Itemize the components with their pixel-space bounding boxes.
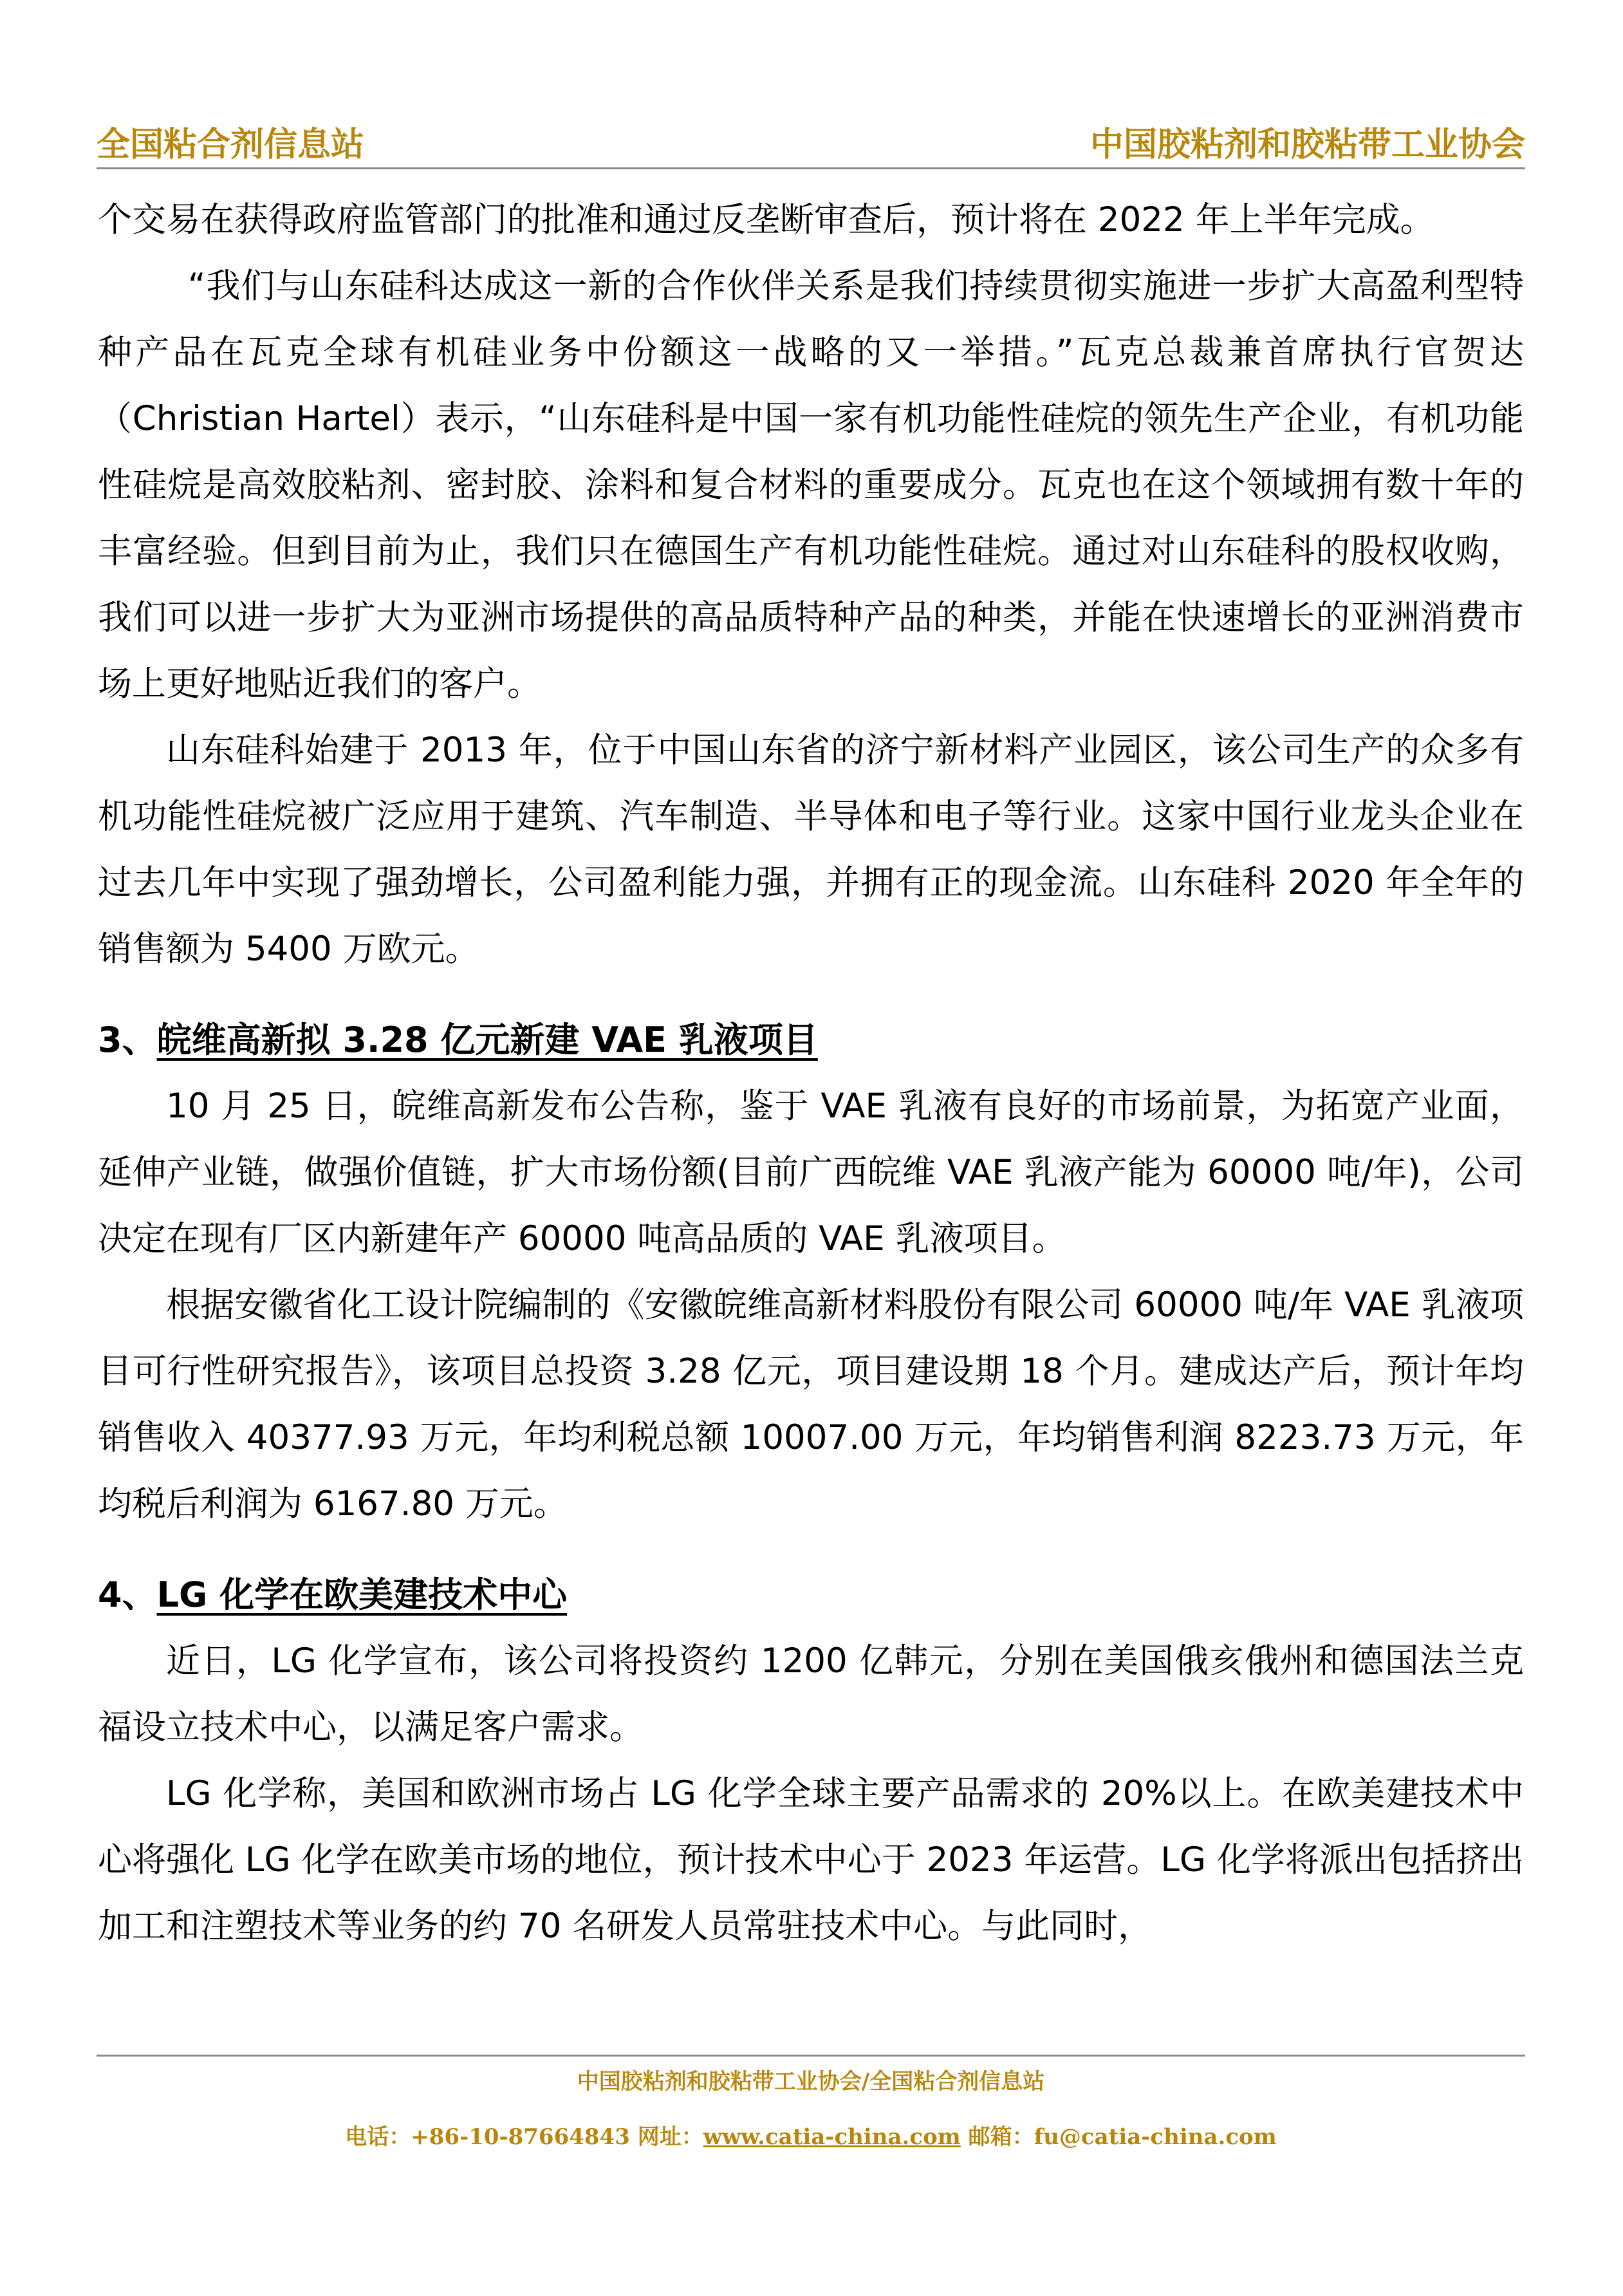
page-footer [97, 2055, 1525, 2153]
footer-organization: 中国胶粘剂和胶粘带工业协会/全国粘合剂信息站 [577, 2069, 1045, 2095]
footer-website-label: 网址： [629, 2124, 703, 2150]
paragraph-continuation: 个交易在获得政府监管部门的批准和通过反垄断审查后，预计将在 2022 年上半年完成。 [98, 200, 1434, 239]
section-4-number: 4、 [98, 1574, 157, 1615]
section-4-paragraph: LG 化学称，美国和欧洲市场占 LG 化学全球主要产品需求的 20%以上。在欧美建技术中心将强化 LG 化学在欧美市场的地位，预计技术中心于 2023 年运营。LG 化学将派出包括挤出加工和注塑技术等业务的约 70 名研发人员常驻技术中心。与此同时， [98, 1774, 1524, 1946]
page-header [97, 109, 1525, 169]
article-body [98, 187, 1524, 1959]
section-3-heading [98, 1007, 1524, 1073]
section-4-title: LG 化学在欧美建技术中心 [156, 1574, 568, 1615]
section-3-number: 3、 [98, 1020, 157, 1060]
footer-email-label: 邮箱： [960, 2124, 1034, 2150]
footer-website-link[interactable]: www.catia-china.com [703, 2124, 961, 2150]
paragraph-quote: “我们与山东硅科达成这一新的合作伙伴关系是我们持续贯彻实施进一步扩大高盈利型特种产品在瓦克全球有机硅业务中份额这一战略的又一举措。”瓦克总裁兼首席执行官贺达（Christian Hartel）表示，“山东硅科是中国一家有机功能性硅烷的领先生产企业，有机功能性硅烷是高效胶粘剂、密封胶、涂料和复合材料的重要成分。瓦克也在这个领域拥有数十年的丰富经验。但到目前为止，我们只在德国生产有机功能性硅烷。通过对山东硅科的股权收购，我们可以进一步扩大为亚洲市场提供的高品质特种产品的种类，并能在快速增长的亚洲消费市场上更好地贴近我们的客户。 [98, 266, 1524, 704]
section-3-paragraph: 根据安徽省化工设计院编制的《安徽皖维高新材料股份有限公司 60000 吨/年 VAE 乳液项目可行性研究报告》，该项目总投资 3.28 亿元，项目建设期 18 个月。建成达产后，预计年均销售收入 40377.93 万元，年均利税总额 10007.00 万元，年均销售利润 8223.73 万元，年均税后利润为 6167.80 万元。 [98, 1285, 1524, 1524]
footer-contact [97, 2121, 1525, 2153]
footer-phone-label: 电话： [345, 2124, 411, 2150]
section-3-paragraph: 10 月 25 日，皖维高新发布公告称，鉴于 VAE 乳液有良好的市场前景，为拓宽产业面，延伸产业链，做强价值链，扩大市场份额(目前广西皖维 VAE 乳液产能为 60000 吨/年)，公司决定在现有厂区内新建年产 60000 吨高品质的 VAE 乳液项目。 [98, 1087, 1524, 1258]
header-site-name: 全国粘合剂信息站 [97, 125, 365, 164]
footer-email: fu@catia-china.com [1034, 2124, 1277, 2150]
section-4-paragraph: 近日，LG 化学宣布，该公司将投资约 1200 亿韩元，分别在美国俄亥俄州和德国法兰克福设立技术中心，以满足客户需求。 [98, 1641, 1524, 1747]
paragraph-company-background: 山东硅科始建于 2013 年，位于中国山东省的济宁新材料产业园区，该公司生产的众多有机功能性硅烷被广泛应用于建筑、汽车制造、半导体和电子等行业。这家中国行业龙头企业在过去几年中实现了强劲增长，公司盈利能力强，并拥有正的现金流。山东硅科 2020 年全年的销售额为 5400 万欧元。 [98, 731, 1524, 969]
section-3-title: 皖维高新拟 3.28 亿元新建 VAE 乳液项目 [156, 1020, 818, 1060]
section-4-heading [98, 1562, 1524, 1628]
header-association-name: 中国胶粘剂和胶粘带工业协会 [1090, 125, 1525, 164]
footer-phone: +86-10-87664843 [411, 2124, 630, 2150]
